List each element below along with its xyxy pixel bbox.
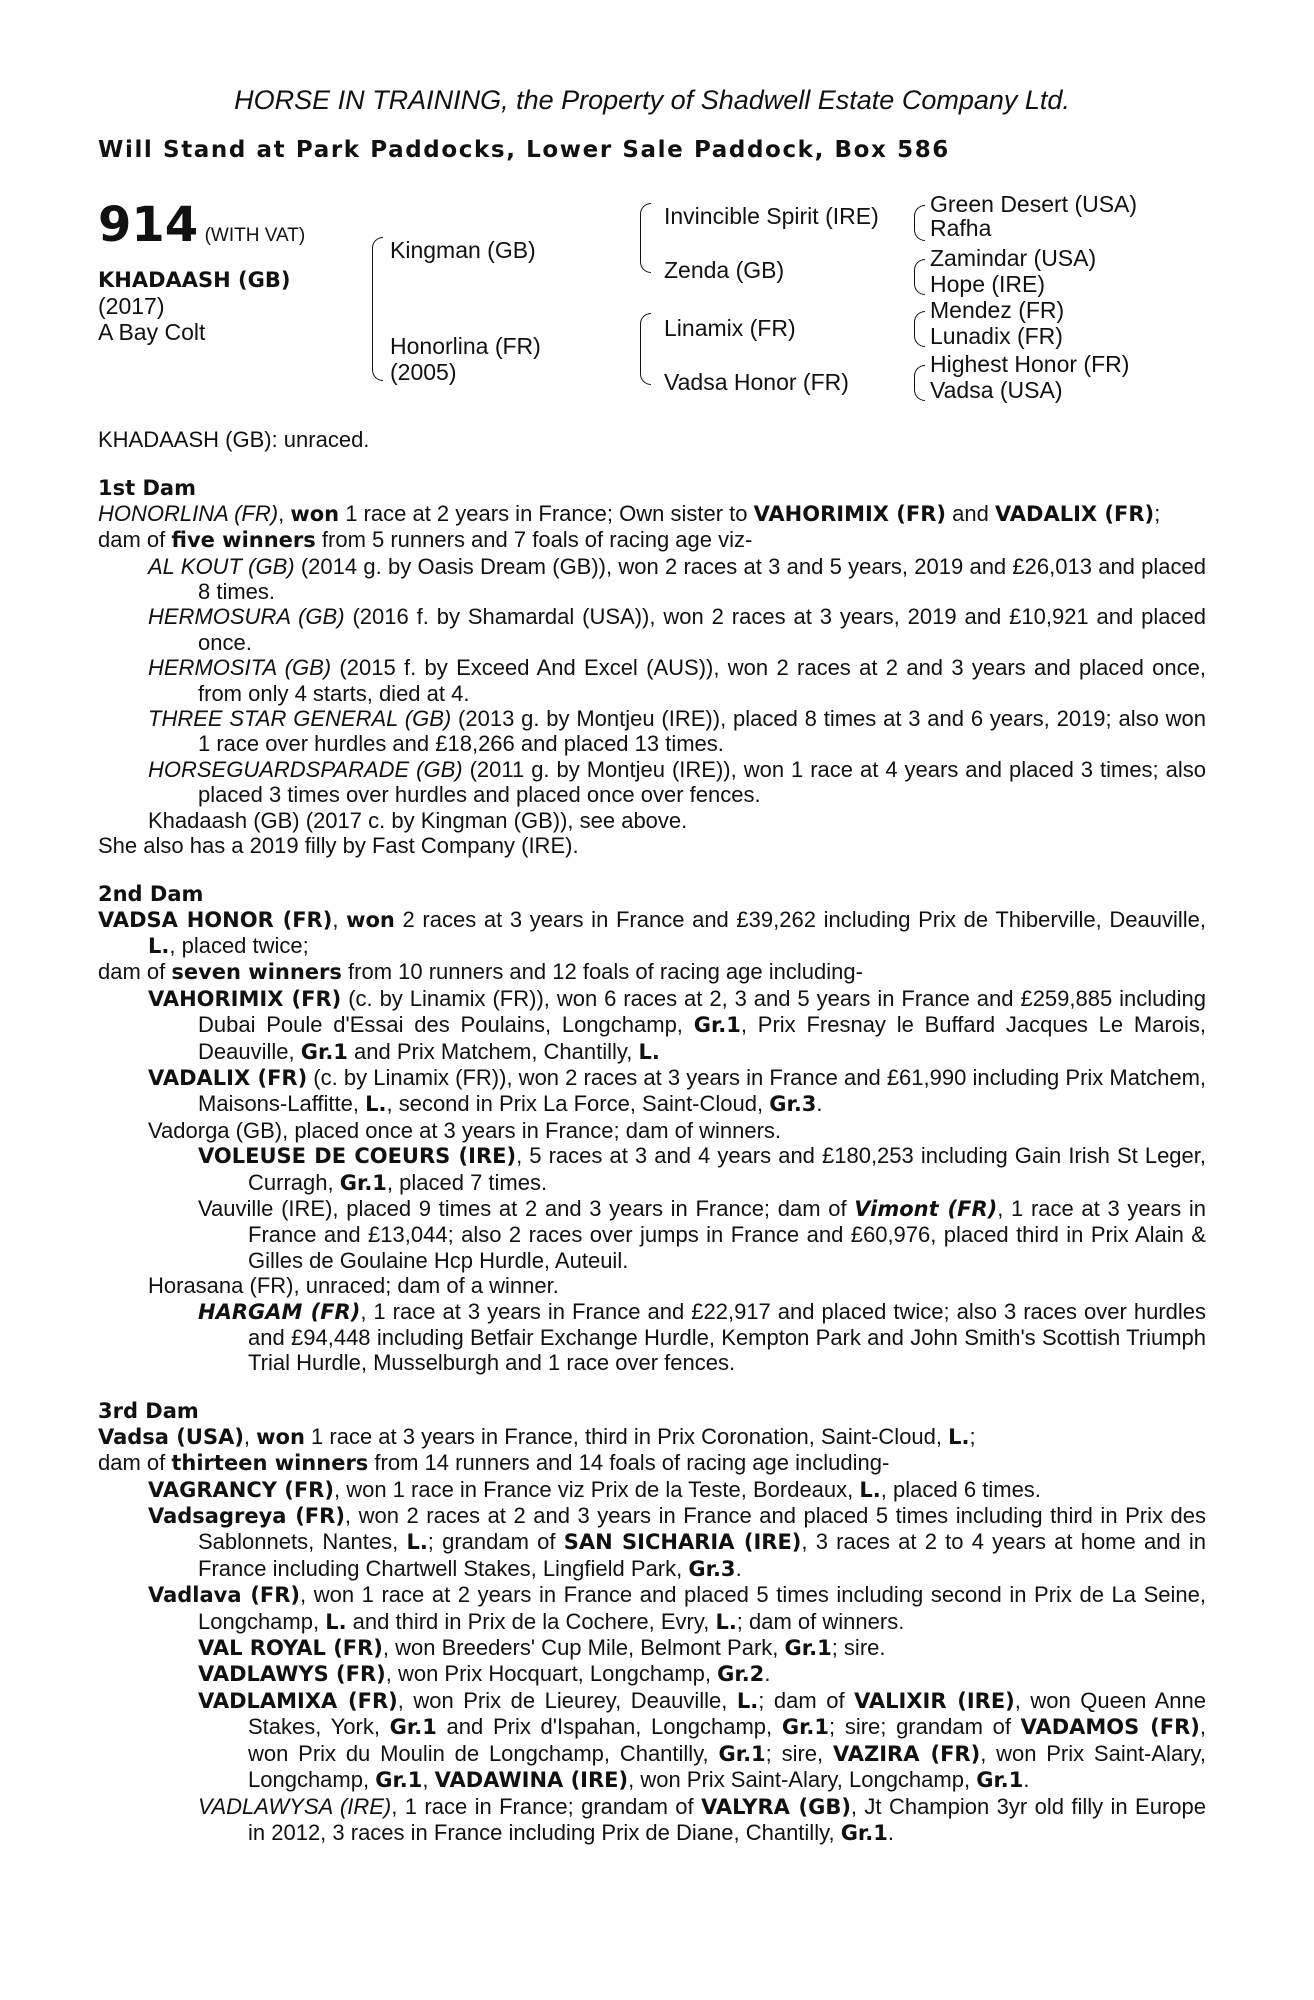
text-run: (2015 f. by Exceed And Excel (AUS)), won 2 races at 2 and 3 years and placed once, from only 4 starts, died at 4. (198, 655, 1206, 706)
pedigree-dam: Honorlina (FR) (390, 333, 541, 360)
text-run: , (332, 906, 347, 932)
text-run: 1 race at 3 years in France, third in Prix Coronation, Saint-Cloud, (304, 1423, 949, 1449)
bracket-ggp-1 (914, 205, 925, 241)
second-dam-heading: 2nd Dam (98, 881, 204, 906)
text-run: . (735, 1555, 742, 1581)
produce-entry (98, 1299, 1206, 1376)
pedigree-dam-sire: Linamix (FR) (664, 315, 796, 342)
text-run: Horasana (FR), unraced; dam of a winner. (148, 1273, 559, 1299)
produce-entry (98, 655, 1206, 706)
pedigree-ggp-4: Hope (IRE) (930, 271, 1046, 298)
text-run: HERMOSURA (GB) (148, 604, 345, 630)
dam-entry (98, 501, 1206, 527)
text-run: . (816, 1091, 823, 1117)
text-run: L. (948, 1424, 970, 1449)
pedigree-ggp-2: Rafha (930, 215, 992, 242)
text-run: from 14 runners and 14 foals of racing age including- (368, 1450, 890, 1476)
produce-entry (98, 1118, 1206, 1143)
text-run: dam of (98, 1450, 172, 1476)
horse-description: A Bay Colt (98, 319, 206, 346)
text-run: Gr.1 (339, 1170, 387, 1195)
text-run: from 5 runners and 7 foals of racing age viz- (315, 527, 753, 553)
pedigree-sire: Kingman (GB) (390, 237, 536, 264)
text-run: L. (736, 1688, 759, 1713)
text-run: She also has a 2019 filly by Fast Company (IRE). (98, 833, 579, 859)
text-run: , won Prix de Lieurey, Deauville, (397, 1687, 737, 1713)
text-run: and Prix Matchem, Chantilly, (347, 1038, 639, 1064)
text-run: , won 2 races at 2 and 3 years in France and placed 5 times including third in Prix des Sablonnets, Nantes, (198, 1503, 1206, 1555)
text-run: Gr.1 (781, 1715, 830, 1740)
text-run: and Prix d'Ispahan, Longchamp, (436, 1714, 782, 1740)
pedigree-sire-sire: Invincible Spirit (IRE) (664, 203, 879, 230)
pedigree-sire-dam: Zenda (GB) (664, 257, 785, 284)
text-run: VADLAMIXA (FR) (198, 1688, 398, 1713)
pedigree-ggp-1: Green Desert (USA) (930, 191, 1138, 218)
second-dam-section (98, 881, 1206, 1376)
text-run: SAN SICHARIA (IRE) (563, 1530, 802, 1555)
text-run: Gr.3 (688, 1556, 736, 1581)
text-run: Gr.1 (840, 1820, 888, 1845)
text-run: and (946, 500, 995, 526)
text-run: Gr.1 (784, 1636, 832, 1661)
text-run: , second in Prix La Force, Saint-Cloud, (386, 1091, 770, 1117)
text-run: 2 races at 3 years in France and £39,262 including Prix de Thiberville, Deauville, (394, 906, 1206, 932)
text-run: VADAMOS (FR) (1020, 1715, 1200, 1740)
text-run: Gr.1 (718, 1741, 766, 1766)
text-run: (2014 g. by Oasis Dream (GB)), won 2 races at 3 and 5 years, 2019 and £26,013 and placed 8 times. (198, 553, 1207, 605)
text-run: , (243, 1423, 257, 1449)
bracket-ggp-2 (914, 259, 925, 295)
produce-entry (98, 808, 1206, 833)
produce-note (98, 833, 1206, 858)
text-run: ; dam of (758, 1687, 855, 1713)
produce-entry (98, 706, 1206, 757)
third-dam-section (98, 1398, 1206, 1847)
text-run: VADLAWYSA (IRE) (198, 1793, 392, 1819)
text-run: seven winners (171, 960, 342, 985)
produce-entry (98, 1273, 1206, 1298)
text-run: HARGAM (FR) (198, 1299, 361, 1324)
produce-entry (98, 1503, 1206, 1582)
text-run: Vadorga (GB), placed once at 3 years in France; dam of winners. (148, 1117, 782, 1143)
pedigree-ggp-6: Lunadix (FR) (930, 323, 1063, 350)
text-run: L. (406, 1530, 428, 1555)
pedigree-ggp-8: Vadsa (USA) (930, 377, 1063, 404)
produce-entry (98, 1582, 1206, 1635)
text-run: , won Prix Saint-Alary, Longchamp, (628, 1767, 977, 1793)
dam-produce-summary (98, 1450, 1206, 1476)
text-run: VADSA HONOR (FR) (98, 907, 333, 932)
text-run: ; sire. (831, 1635, 886, 1661)
bracket-ggp-3 (914, 311, 925, 347)
text-run: VAZIRA (FR) (832, 1741, 981, 1766)
text-run: L. (148, 933, 170, 958)
text-run: HERMOSITA (GB) (148, 655, 332, 681)
text-run: Gr.1 (389, 1715, 437, 1740)
text-run: Gr.2 (717, 1662, 765, 1687)
text-run: , 1 race at 3 years in France and £22,917 and placed twice; also 3 races over hurdles and £94,448 including Betfair Exchange Hurdle, Kempton Park and John Smith's Scottish Triumph Trial Hurdle, Musselburgh and 1 race over fences. (248, 1298, 1206, 1376)
bracket-gen1 (372, 237, 383, 381)
text-run: , won Prix Saint-Alary, Longchamp, (248, 1740, 1206, 1793)
dam-entry (98, 1424, 1206, 1450)
text-run: , won Prix du Moulin de Longchamp, Chantilly, (248, 1714, 1206, 1766)
text-run: Gr.1 (693, 1013, 741, 1038)
text-run: ; grandam of (427, 1529, 564, 1555)
pedigree-ggp-7: Highest Honor (FR) (930, 351, 1130, 378)
horse-name: KHADAASH (GB) (98, 268, 291, 293)
text-run: won (346, 907, 395, 932)
text-run: VADALIX (FR) (994, 501, 1155, 526)
catalogue-page (98, 84, 1206, 1846)
text-run: VAHORIMIX (FR) (148, 986, 342, 1011)
text-run: , 5 races at 3 and 4 years and £180,253 including Gain Irish St Leger, Curragh, (248, 1143, 1206, 1195)
text-run: , (278, 500, 291, 526)
bracket-ggp-4 (914, 365, 925, 401)
text-run: . (1023, 1767, 1030, 1793)
text-run: L. (365, 1092, 387, 1117)
text-run: (2016 f. by Shamardal (USA)), won 2 races at 3 years, 2019 and £10,921 and placed once. (198, 604, 1206, 655)
text-run: from 10 runners and 12 foals of racing age including- (341, 959, 863, 985)
text-run: VOLEUSE DE COEURS (IRE) (198, 1144, 517, 1169)
produce-entry (98, 1196, 1206, 1273)
produce-entry (98, 604, 1206, 655)
text-run: VADLAWYS (FR) (198, 1662, 386, 1687)
text-run: HONORLINA (FR) (98, 500, 279, 526)
text-run: L. (859, 1477, 881, 1502)
text-run: Vadsagreya (FR) (148, 1504, 345, 1529)
text-run: Khadaash (GB) (2017 c. by Kingman (GB)), see above. (148, 807, 688, 833)
text-run: (c. by Linamix (FR)), won 2 races at 3 years in France and £61,990 including Prix Matchem, Maisons-Laffitte, (198, 1064, 1207, 1117)
pedigree-block (98, 191, 1206, 427)
text-run: ; sire; grandam of (829, 1714, 1021, 1740)
produce-entry (98, 1065, 1206, 1118)
pedigree-ggp-5: Mendez (FR) (930, 297, 1065, 324)
pedigree-ggp-3: Zamindar (USA) (930, 245, 1097, 272)
text-run: , placed 6 times. (880, 1476, 1041, 1502)
produce-entry (98, 757, 1206, 808)
text-run: VAHORIMIX (FR) (753, 501, 947, 526)
text-run: L. (325, 1609, 347, 1634)
dam-produce-summary (98, 527, 1206, 553)
text-run: , Prix Fresnay le Buffard Jacques Le Marois, Deauville, (198, 1012, 1206, 1064)
text-run: Gr.1 (375, 1768, 423, 1793)
produce-entry (98, 1794, 1206, 1847)
bracket-dam (640, 313, 651, 385)
text-run: L. (638, 1039, 660, 1064)
text-run: , won Prix Hocquart, Longchamp, (385, 1661, 718, 1687)
stable-location: Will Stand at Park Paddocks, Lower Sale Paddock, Box 586 (98, 137, 950, 163)
text-run: L. (715, 1609, 737, 1634)
text-run: , won Breeders' Cup Mile, Belmont Park, (382, 1635, 785, 1661)
lot-number: 914 (98, 197, 199, 254)
text-run: thirteen winners (171, 1451, 369, 1476)
race-record-summary: KHADAASH (GB): unraced. (98, 427, 370, 453)
text-run: THREE STAR GENERAL (GB) (148, 706, 452, 732)
text-run: won (290, 501, 340, 526)
text-run: , 3 races at 2 to 4 years at home and in France including Chartwell Stakes, Lingfield Park, (198, 1529, 1206, 1581)
text-run: Vadsa (USA) (98, 1424, 244, 1449)
text-run: VADALIX (FR) (148, 1065, 308, 1090)
dam-produce-summary (98, 959, 1206, 985)
text-run: . (764, 1661, 771, 1687)
text-run: VAGRANCY (FR) (148, 1477, 334, 1502)
first-dam-section (98, 475, 1206, 859)
text-run: Vimont (FR) (854, 1196, 998, 1221)
horse-year: (2017) (98, 293, 165, 320)
produce-entry (98, 1477, 1206, 1503)
text-run: (c. by Linamix (FR)), won 6 races at 2, 3 and 5 years in France and £259,885 including Dubai Poule d'Essai des Poulains, Longchamp, (198, 985, 1206, 1038)
text-run: , won Queen Anne Stakes, York, (248, 1687, 1207, 1740)
pedigree-dam-year: (2005) (390, 359, 457, 386)
text-run: VAL ROYAL (FR) (198, 1636, 383, 1661)
text-run: VALYRA (GB) (701, 1794, 851, 1819)
text-run: , placed 7 times. (386, 1169, 548, 1195)
produce-entry (98, 986, 1206, 1065)
text-run: , placed twice; (169, 932, 309, 958)
text-run: VADAWINA (IRE) (434, 1768, 629, 1793)
text-run: ; (969, 1423, 976, 1449)
text-run: five winners (171, 528, 316, 553)
text-run: , won 1 race at 2 years in France and placed 5 times including second in Prix de La Seine, Longchamp, (198, 1582, 1206, 1634)
third-dam-heading: 3rd Dam (98, 1398, 199, 1423)
text-run: VALIXIR (IRE) (854, 1688, 1015, 1713)
text-run: . (887, 1819, 895, 1845)
text-run: dam of (98, 527, 172, 553)
text-run: , won 1 race in France viz Prix de la Teste, Bordeaux, (333, 1476, 860, 1502)
text-run: won (256, 1424, 305, 1449)
text-run: HORSEGUARDSPARADE (GB) (148, 756, 463, 782)
pedigree-dam-dam: Vadsa Honor (FR) (664, 369, 849, 396)
text-run: ; dam of winners. (736, 1608, 905, 1634)
text-run: , Jt Champion 3yr old filly in Europe in 2012, 3 races in France including Prix de Diane, Chantilly, (248, 1793, 1206, 1845)
text-run: , 1 race in France; grandam of (391, 1793, 702, 1819)
text-run: 1 race at 2 years in France; Own sister to (339, 500, 754, 526)
text-run: , 1 race at 3 years in France and £13,044; also 2 races over jumps in France and £60,976, placed third in Prix Alain & Gilles de Goulaine Hcp Hurdle, Auteuil. (248, 1195, 1206, 1273)
text-run: ; (1154, 500, 1161, 526)
header-title: HORSE IN TRAINING, the Property of Shadwell Estate Company Ltd. (234, 85, 1070, 115)
text-run: (2013 g. by Montjeu (IRE)), placed 8 times at 3 and 6 years, 2019; also won 1 race over hurdles and £18,266 and placed 13 times. (198, 706, 1206, 757)
first-dam-heading: 1st Dam (98, 475, 196, 500)
produce-entry (98, 1635, 1206, 1661)
text-run: (2011 g. by Montjeu (IRE)), won 1 race at 4 years and placed 3 times; also placed 3 times over hurdles and placed once over fences. (198, 756, 1206, 808)
produce-entry (98, 1143, 1206, 1196)
produce-entry (98, 1688, 1206, 1794)
text-run: Gr.1 (976, 1768, 1024, 1793)
produce-entry (98, 1661, 1206, 1687)
lot-heading (98, 197, 306, 254)
text-run: AL KOUT (GB) (148, 553, 295, 579)
text-run: Gr.1 (300, 1039, 348, 1064)
text-run: Gr.3 (769, 1092, 817, 1117)
vat-label: (WITH VAT) (204, 225, 306, 247)
produce-entry (98, 554, 1206, 605)
text-run: dam of (98, 959, 172, 985)
text-run: Vadlava (FR) (148, 1583, 301, 1608)
dam-entry (98, 907, 1206, 960)
text-run: , (422, 1767, 435, 1793)
text-run: and third in Prix de la Cochere, Evry, (346, 1608, 716, 1634)
text-run: Vauville (IRE), placed 9 times at 2 and 3 years in France; dam of (198, 1195, 855, 1221)
text-run: ; sire, (765, 1740, 833, 1766)
bracket-sire (640, 203, 651, 273)
